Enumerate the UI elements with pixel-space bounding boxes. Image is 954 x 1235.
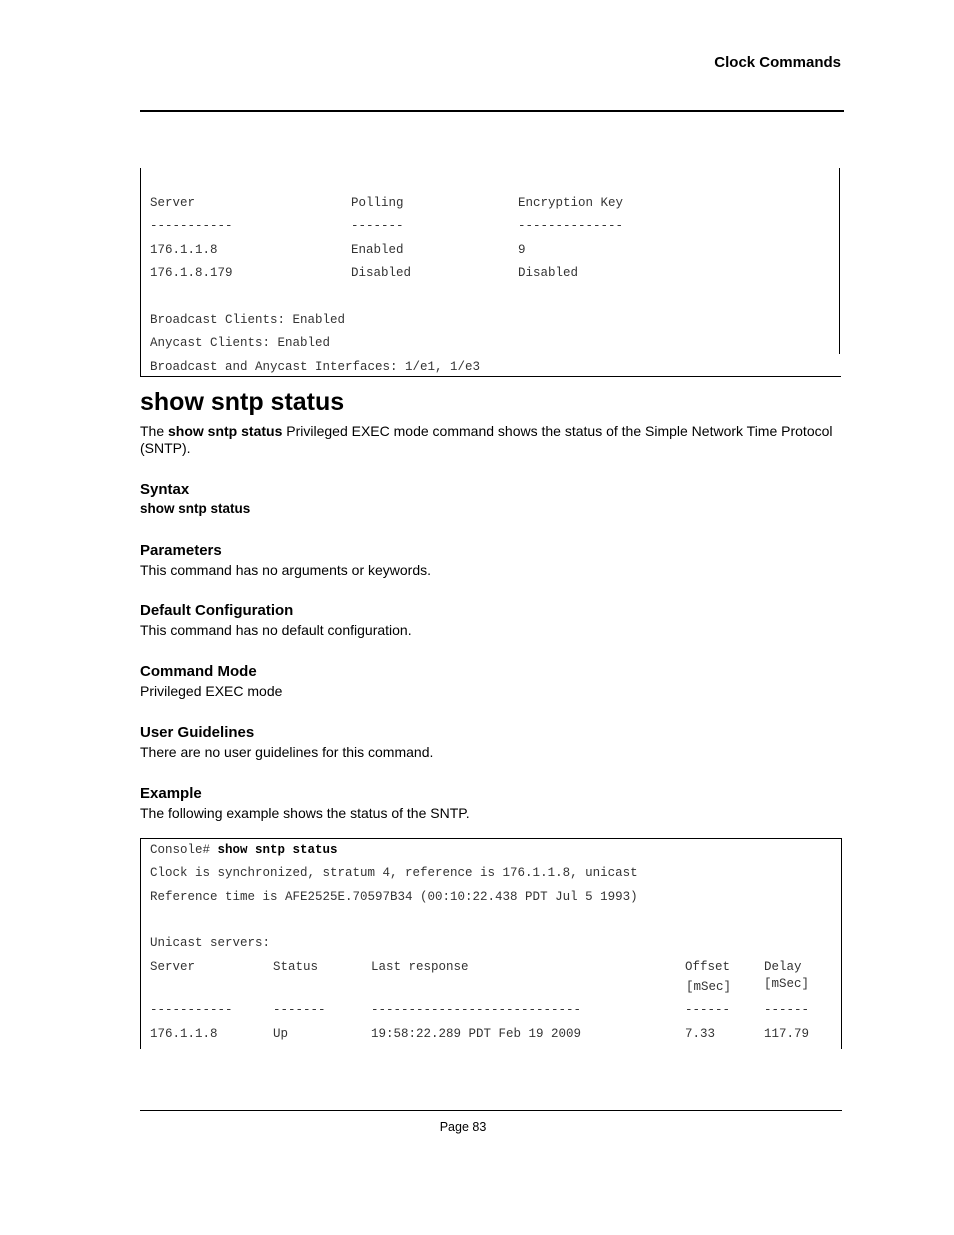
table-row-delay: 117.79 xyxy=(764,1027,810,1041)
unicast-servers-line: Unicast servers: xyxy=(150,936,271,950)
col-dash-delay: ------ xyxy=(764,1003,810,1017)
header-title: Clock Commands xyxy=(714,54,841,71)
example-heading: Example xyxy=(140,785,202,802)
intro-pre: The xyxy=(140,423,169,439)
user-guidelines-body: There are no user guidelines for this command. xyxy=(140,744,434,760)
col-dash-status: ------- xyxy=(273,1003,326,1017)
intro-command: show sntp status xyxy=(168,423,283,439)
table-row-last-response: 19:58:22.289 PDT Feb 19 2009 xyxy=(371,1027,582,1041)
command-mode-heading: Command Mode xyxy=(140,663,257,680)
page-title: show sntp status xyxy=(140,388,345,416)
console-line xyxy=(150,843,338,857)
col-dash-encryption-key: -------------- xyxy=(518,219,624,233)
default-config-body: This command has no default configuration. xyxy=(140,622,412,638)
table-row-2-polling: Disabled xyxy=(351,266,412,280)
col-header-offset-unit: [mSec] xyxy=(686,980,732,994)
intro-paragraph xyxy=(140,423,840,457)
col-header-status: Status xyxy=(273,960,319,974)
parameters-heading: Parameters xyxy=(140,542,222,559)
code-block-right-border xyxy=(839,168,840,354)
page-number: Page 83 xyxy=(439,1120,487,1134)
command-mode-body: Privileged EXEC mode xyxy=(140,683,283,699)
col-header-server-2: Server xyxy=(150,960,196,974)
col-header-server: Server xyxy=(150,196,196,210)
header-divider xyxy=(140,110,844,112)
default-config-heading: Default Configuration xyxy=(140,602,294,619)
col-header-encryption-key: Encryption Key xyxy=(518,196,624,210)
intro-post: Privileged EXEC mode command shows the status of the Simple Network Time Protocol (SNTP). xyxy=(140,423,833,456)
col-dash-server: ----------- xyxy=(150,219,233,233)
interfaces-line: Broadcast and Anycast Interfaces: 1/e1, 1/e3 xyxy=(150,360,481,374)
console-prompt: Console# xyxy=(150,843,218,857)
user-guidelines-heading: User Guidelines xyxy=(140,724,255,741)
col-header-last-response: Last response xyxy=(371,960,469,974)
table-row-offset: 7.33 xyxy=(685,1027,716,1041)
syntax-heading: Syntax xyxy=(140,481,190,498)
table-row-2-key: Disabled xyxy=(518,266,579,280)
col-header-polling: Polling xyxy=(351,196,404,210)
table-row-1-key: 9 xyxy=(518,243,526,257)
footer-divider xyxy=(140,1110,842,1111)
col-header-offset: Offset xyxy=(685,960,731,974)
col-dash-polling: ------- xyxy=(351,219,404,233)
table-row-server: 176.1.1.8 xyxy=(150,1027,218,1041)
status-line-1: Clock is synchronized, stratum 4, reference is 176.1.1.8, unicast xyxy=(150,866,638,880)
table-row-2-server: 176.1.8.179 xyxy=(150,266,233,280)
col-dash-server-2: ----------- xyxy=(150,1003,233,1017)
col-dash-offset: ------ xyxy=(685,1003,731,1017)
col-dash-last-response: ---------------------------- xyxy=(371,1003,582,1017)
col-header-delay-unit: [mSec] xyxy=(764,977,810,991)
table-row-1-server: 176.1.1.8 xyxy=(150,243,218,257)
table-row-status: Up xyxy=(273,1027,289,1041)
parameters-body: This command has no arguments or keywords. xyxy=(140,562,432,578)
col-header-delay: Delay xyxy=(764,960,802,974)
example-body: The following example shows the status of the SNTP. xyxy=(140,805,470,821)
syntax-body: show sntp status xyxy=(140,501,251,516)
anycast-clients-line: Anycast Clients: Enabled xyxy=(150,336,331,350)
broadcast-clients-line: Broadcast Clients: Enabled xyxy=(150,313,346,327)
table-row-1-polling: Enabled xyxy=(351,243,404,257)
status-line-2: Reference time is AFE2525E.70597B34 (00:10:22.438 PDT Jul 5 1993) xyxy=(150,890,638,904)
console-command: show sntp status xyxy=(217,843,338,857)
